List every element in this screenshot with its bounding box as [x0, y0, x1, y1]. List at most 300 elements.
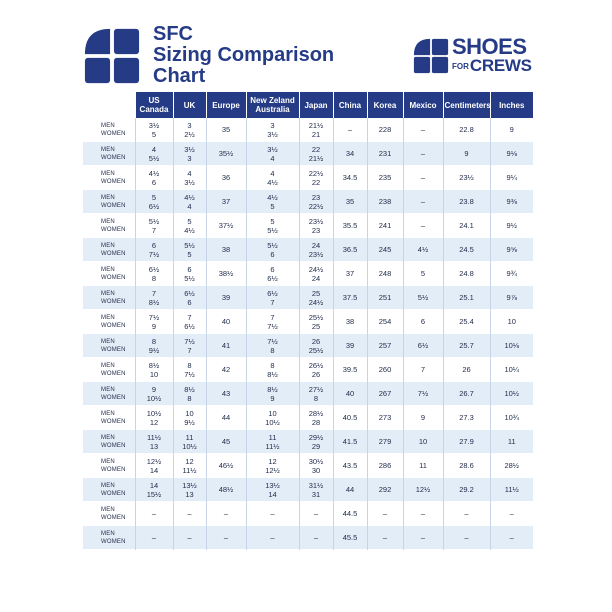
men-label: MEN [101, 266, 115, 273]
men-size: 30½ [308, 456, 324, 466]
women-label: WOMEN [101, 442, 126, 449]
table-cell [173, 334, 206, 358]
table-cell [246, 430, 299, 454]
women-size: 4 [270, 153, 275, 163]
women-size: 13 [185, 489, 194, 499]
women-size: 14 [268, 489, 277, 499]
men-size: 4½ [267, 192, 278, 202]
men-size: 8 [270, 360, 275, 370]
table-cell: 40.5 [333, 406, 367, 430]
women-size: 5½ [148, 153, 160, 163]
table-cell [135, 406, 173, 430]
gender-label-cell [83, 190, 135, 214]
table-cell [299, 286, 333, 310]
gender-label-cell [83, 262, 135, 286]
men-size: 24½ [308, 264, 324, 274]
table-cell [135, 454, 173, 478]
table-cell: – [443, 526, 490, 550]
table-cell: 9⅝ [490, 238, 533, 262]
table-cell: 35 [206, 118, 246, 142]
table-row [83, 430, 533, 454]
table-cell: – [173, 502, 206, 526]
men-label: MEN [101, 338, 115, 345]
table-cell: 241 [367, 214, 403, 238]
table-cell: – [403, 142, 443, 166]
table-cell [173, 190, 206, 214]
women-label: WOMEN [101, 490, 126, 497]
men-size: 6 [187, 264, 192, 274]
table-cell: 25.1 [443, 286, 490, 310]
men-label: MEN [101, 410, 115, 417]
table-cell [246, 262, 299, 286]
table-cell [135, 262, 173, 286]
table-row [83, 406, 533, 430]
women-size: 10 [149, 369, 159, 379]
women-size: 22½ [308, 201, 324, 211]
table-cell: 37 [333, 262, 367, 286]
table-cell: 6½ [403, 334, 443, 358]
men-label: MEN [101, 314, 115, 321]
women-size: 6 [187, 297, 192, 307]
table-row [83, 214, 533, 238]
men-size: 3 [187, 120, 192, 130]
men-label: MEN [101, 146, 115, 153]
table-row [83, 382, 533, 406]
table-cell: 4½ [403, 238, 443, 262]
gender-label-cell [83, 286, 135, 310]
table-cell: 26.7 [443, 382, 490, 406]
table-cell: 41.5 [333, 430, 367, 454]
table-cell: 260 [367, 358, 403, 382]
table-cell [173, 406, 206, 430]
table-cell [246, 406, 299, 430]
table-cell [173, 262, 206, 286]
table-cell: 235 [367, 166, 403, 190]
table-cell: 10¼ [490, 358, 533, 382]
men-size: 23½ [308, 216, 324, 226]
table-row [83, 238, 533, 262]
table-cell: 23.8 [443, 190, 490, 214]
men-label: MEN [101, 362, 115, 369]
table-cell [135, 478, 173, 502]
table-cell: – [246, 526, 299, 550]
table-cell: 12½ [403, 478, 443, 502]
table-cell [246, 118, 299, 142]
table-cell: 11½ [490, 478, 533, 502]
table-cell [299, 142, 333, 166]
table-cell: 292 [367, 478, 403, 502]
table-cell: 43 [206, 382, 246, 406]
gender-label-cell [83, 310, 135, 334]
women-size: 30 [311, 465, 321, 475]
women-label: WOMEN [101, 130, 126, 137]
table-cell: 44 [333, 478, 367, 502]
men-size: 4 [187, 168, 192, 178]
women-size: 24½ [308, 297, 324, 307]
table-row [83, 262, 533, 286]
table-cell [299, 166, 333, 190]
column-header: UK [173, 92, 206, 118]
men-size: 11½ [146, 432, 162, 442]
women-size: 9½ [184, 417, 195, 427]
brand-name-shoes: SHOES [452, 34, 527, 59]
men-size: 8½ [267, 384, 278, 394]
women-size: 10½ [182, 441, 197, 451]
women-size: 28 [311, 417, 321, 427]
title-line-2: Sizing Comparison [153, 44, 335, 66]
women-label: WOMEN [101, 394, 126, 401]
men-size: 24 [311, 240, 321, 250]
gender-label-cell [83, 358, 135, 382]
table-cell: 10 [403, 430, 443, 454]
women-label: WOMEN [101, 466, 126, 473]
men-size: 12 [268, 456, 277, 466]
table-cell: 35.5 [333, 214, 367, 238]
women-size: 6 [151, 177, 157, 187]
table-cell: – [299, 502, 333, 526]
women-size: 29 [311, 441, 321, 451]
women-size: 21 [311, 129, 321, 139]
women-size: 22 [311, 177, 321, 187]
table-cell [135, 382, 173, 406]
gender-label-cell [83, 334, 135, 358]
women-label: WOMEN [101, 202, 126, 209]
men-size: 10½ [146, 408, 162, 418]
table-cell: 10⅛ [490, 334, 533, 358]
table-body [83, 118, 533, 550]
table-cell: 273 [367, 406, 403, 430]
table-cell: – [403, 190, 443, 214]
table-cell: 9¾ [490, 262, 533, 286]
table-cell [135, 286, 173, 310]
gender-label-cell [83, 214, 135, 238]
women-size: 25½ [308, 345, 324, 355]
women-size: 4 [187, 201, 192, 211]
men-size: 26½ [308, 360, 324, 370]
women-size: 6½ [184, 321, 195, 331]
column-header: Korea [367, 92, 403, 118]
men-size: 3½ [148, 120, 160, 130]
table-cell: 37 [206, 190, 246, 214]
table-cell [246, 358, 299, 382]
women-size: 7 [187, 345, 192, 355]
women-size: 21½ [308, 153, 324, 163]
men-size: 6 [151, 240, 157, 250]
men-size: 7 [151, 288, 157, 298]
table-cell: – [135, 526, 173, 550]
men-size: 10 [268, 408, 277, 418]
table-cell: 251 [367, 286, 403, 310]
column-header: US Canada [135, 92, 173, 118]
table-cell: 38½ [206, 262, 246, 286]
table-cell [135, 214, 173, 238]
women-size: 23 [311, 225, 321, 235]
gender-label-cell [83, 478, 135, 502]
table-cell: 10¾ [490, 406, 533, 430]
table-cell: – [403, 526, 443, 550]
table-cell [173, 454, 206, 478]
table-row [83, 190, 533, 214]
column-header: China [333, 92, 367, 118]
table-cell: 248 [367, 262, 403, 286]
table-cell [299, 382, 333, 406]
women-label: WOMEN [101, 322, 126, 329]
women-label: WOMEN [101, 154, 126, 161]
women-size: 6½ [267, 273, 278, 283]
table-cell: 245 [367, 238, 403, 262]
women-size: 9 [151, 321, 157, 331]
table-cell: 279 [367, 430, 403, 454]
table-cell: 24.5 [443, 238, 490, 262]
table-cell [246, 214, 299, 238]
women-size: 12½ [265, 465, 280, 475]
men-size: 7½ [267, 336, 278, 346]
table-header-row [83, 92, 533, 118]
table-cell: 45 [206, 430, 246, 454]
table-cell [135, 166, 173, 190]
women-size: 6½ [148, 201, 160, 211]
table-cell [173, 478, 206, 502]
women-label: WOMEN [101, 346, 126, 353]
gender-label-cell [83, 430, 135, 454]
table-cell [299, 310, 333, 334]
table-cell [299, 454, 333, 478]
column-header: Europe [206, 92, 246, 118]
table-cell: 25.7 [443, 334, 490, 358]
table-cell [299, 262, 333, 286]
sizing-table [83, 92, 533, 550]
table-cell [135, 190, 173, 214]
table-cell [299, 406, 333, 430]
men-size: 8½ [148, 360, 160, 370]
table-cell: 9⅞ [490, 286, 533, 310]
men-size: 12½ [146, 456, 162, 466]
table-cell [173, 430, 206, 454]
table-cell [135, 142, 173, 166]
gender-label-cell [83, 502, 135, 526]
table-cell: 26 [443, 358, 490, 382]
men-size: 7 [187, 312, 192, 322]
table-row [83, 286, 533, 310]
table-row [83, 358, 533, 382]
men-size: 5½ [184, 240, 195, 250]
table-cell: 42 [206, 358, 246, 382]
women-size: 25 [311, 321, 321, 331]
women-size: 7 [151, 225, 157, 235]
table-cell: 27.9 [443, 430, 490, 454]
table-cell [246, 334, 299, 358]
women-size: 4½ [267, 177, 278, 187]
table-cell: 36.5 [333, 238, 367, 262]
table-cell: 37.5 [333, 286, 367, 310]
women-size: 7½ [267, 321, 278, 331]
table-cell: 257 [367, 334, 403, 358]
men-label: MEN [101, 290, 115, 297]
men-size: 8 [151, 336, 157, 346]
table-cell [173, 286, 206, 310]
table-cell: 9 [403, 406, 443, 430]
table-cell: – [490, 502, 533, 526]
table-cell: – [403, 166, 443, 190]
men-size: 7 [270, 312, 275, 322]
table-cell [173, 142, 206, 166]
men-size: 8½ [184, 384, 195, 394]
men-size: 11 [268, 432, 277, 442]
table-cell: 41 [206, 334, 246, 358]
men-label: MEN [101, 242, 115, 249]
men-size: 4½ [184, 192, 195, 202]
table-cell [173, 166, 206, 190]
table-cell: 228 [367, 118, 403, 142]
table-cell: 36 [206, 166, 246, 190]
men-size: 5½ [267, 240, 278, 250]
women-size: 11½ [182, 465, 197, 475]
table-cell: 22.8 [443, 118, 490, 142]
table-row [83, 454, 533, 478]
table-cell: 44 [206, 406, 246, 430]
table-cell: 11 [490, 430, 533, 454]
table-cell: – [299, 526, 333, 550]
table-row [83, 310, 533, 334]
men-size: 6½ [184, 288, 195, 298]
gender-label-cell [83, 118, 135, 142]
women-label: WOMEN [101, 226, 126, 233]
gender-label-cell [83, 238, 135, 262]
table-cell: 35 [333, 190, 367, 214]
brand-mark-icon [413, 38, 449, 74]
table-cell [246, 190, 299, 214]
table-cell [135, 238, 173, 262]
table-cell: 5 [403, 262, 443, 286]
table-cell: 40 [333, 382, 367, 406]
table-cell: 27.3 [443, 406, 490, 430]
men-size: 4½ [148, 168, 160, 178]
table-cell: – [367, 526, 403, 550]
women-size: 26 [311, 369, 321, 379]
brand-name-for: FOR [452, 62, 469, 71]
table-cell: 267 [367, 382, 403, 406]
men-size: 3½ [184, 144, 195, 154]
men-size: 13½ [265, 480, 280, 490]
men-label: MEN [101, 170, 115, 177]
men-size: 5 [151, 192, 157, 202]
women-size: 14 [149, 465, 159, 475]
table-cell: 5½ [403, 286, 443, 310]
table-cell: 286 [367, 454, 403, 478]
table-cell: – [173, 526, 206, 550]
women-size: 7½ [148, 249, 160, 259]
table-cell [173, 310, 206, 334]
women-size: 9½ [148, 345, 160, 355]
table-cell [135, 118, 173, 142]
men-size: 4 [270, 168, 275, 178]
table-cell [173, 214, 206, 238]
women-size: 3½ [184, 177, 195, 187]
men-size: 9 [151, 384, 157, 394]
table-row [83, 118, 533, 142]
table-cell: 29.2 [443, 478, 490, 502]
men-size: 11 [185, 432, 194, 442]
page-title [153, 24, 393, 87]
men-size: 3½ [267, 144, 278, 154]
men-label: MEN [101, 434, 115, 441]
column-header: Mexico [403, 92, 443, 118]
table-cell: 6 [403, 310, 443, 334]
title-line-3: Chart [153, 65, 206, 87]
men-size: 23 [311, 192, 321, 202]
table-cell: – [246, 502, 299, 526]
women-size: 23½ [308, 249, 324, 259]
table-cell: – [206, 526, 246, 550]
table-cell [299, 334, 333, 358]
table-cell: 11 [403, 454, 443, 478]
table-cell: 34 [333, 142, 367, 166]
women-size: 31 [311, 489, 321, 499]
table-cell: 28.6 [443, 454, 490, 478]
gender-label-cell [83, 142, 135, 166]
men-size: 7½ [148, 312, 160, 322]
women-size: 9 [270, 393, 275, 403]
women-label: WOMEN [101, 274, 126, 281]
gender-label-cell [83, 406, 135, 430]
table-cell: 45.5 [333, 526, 367, 550]
women-size: 7 [270, 297, 275, 307]
women-size: 5½ [267, 225, 278, 235]
table-cell: 9 [490, 118, 533, 142]
table-cell: 24.1 [443, 214, 490, 238]
table-cell: 9⅜ [490, 190, 533, 214]
table-cell [173, 358, 206, 382]
table-cell [246, 454, 299, 478]
men-label: MEN [101, 482, 115, 489]
table-cell [135, 358, 173, 382]
table-cell: – [443, 502, 490, 526]
women-size: 8 [270, 345, 275, 355]
table-cell [135, 334, 173, 358]
men-size: 29½ [308, 432, 324, 442]
table-cell [299, 214, 333, 238]
men-size: 27½ [308, 384, 324, 394]
gender-label-cell [83, 166, 135, 190]
men-label: MEN [101, 458, 115, 465]
table-cell: 24.8 [443, 262, 490, 286]
column-header: Japan [299, 92, 333, 118]
men-size: 31½ [308, 480, 324, 490]
women-size: 12 [149, 417, 159, 427]
table-cell: 39 [333, 334, 367, 358]
table-cell [246, 238, 299, 262]
women-size: 8½ [267, 369, 278, 379]
table-cell [246, 382, 299, 406]
women-label: WOMEN [101, 370, 126, 377]
women-size: 10½ [146, 393, 162, 403]
men-label: MEN [101, 506, 115, 513]
header-blank-cell [83, 92, 135, 118]
table-cell: 34.5 [333, 166, 367, 190]
women-size: 8 [151, 273, 157, 283]
men-size: 22 [311, 144, 321, 154]
men-size: 21½ [308, 120, 324, 130]
men-size: 25½ [308, 312, 324, 322]
women-size: 5½ [184, 273, 195, 283]
table-cell: 39.5 [333, 358, 367, 382]
table-cell: 28½ [490, 454, 533, 478]
table-cell: 9⅛ [490, 142, 533, 166]
men-size: 10 [185, 408, 194, 418]
men-size: 28½ [308, 408, 324, 418]
table-cell: 40 [206, 310, 246, 334]
women-label: WOMEN [101, 538, 126, 545]
